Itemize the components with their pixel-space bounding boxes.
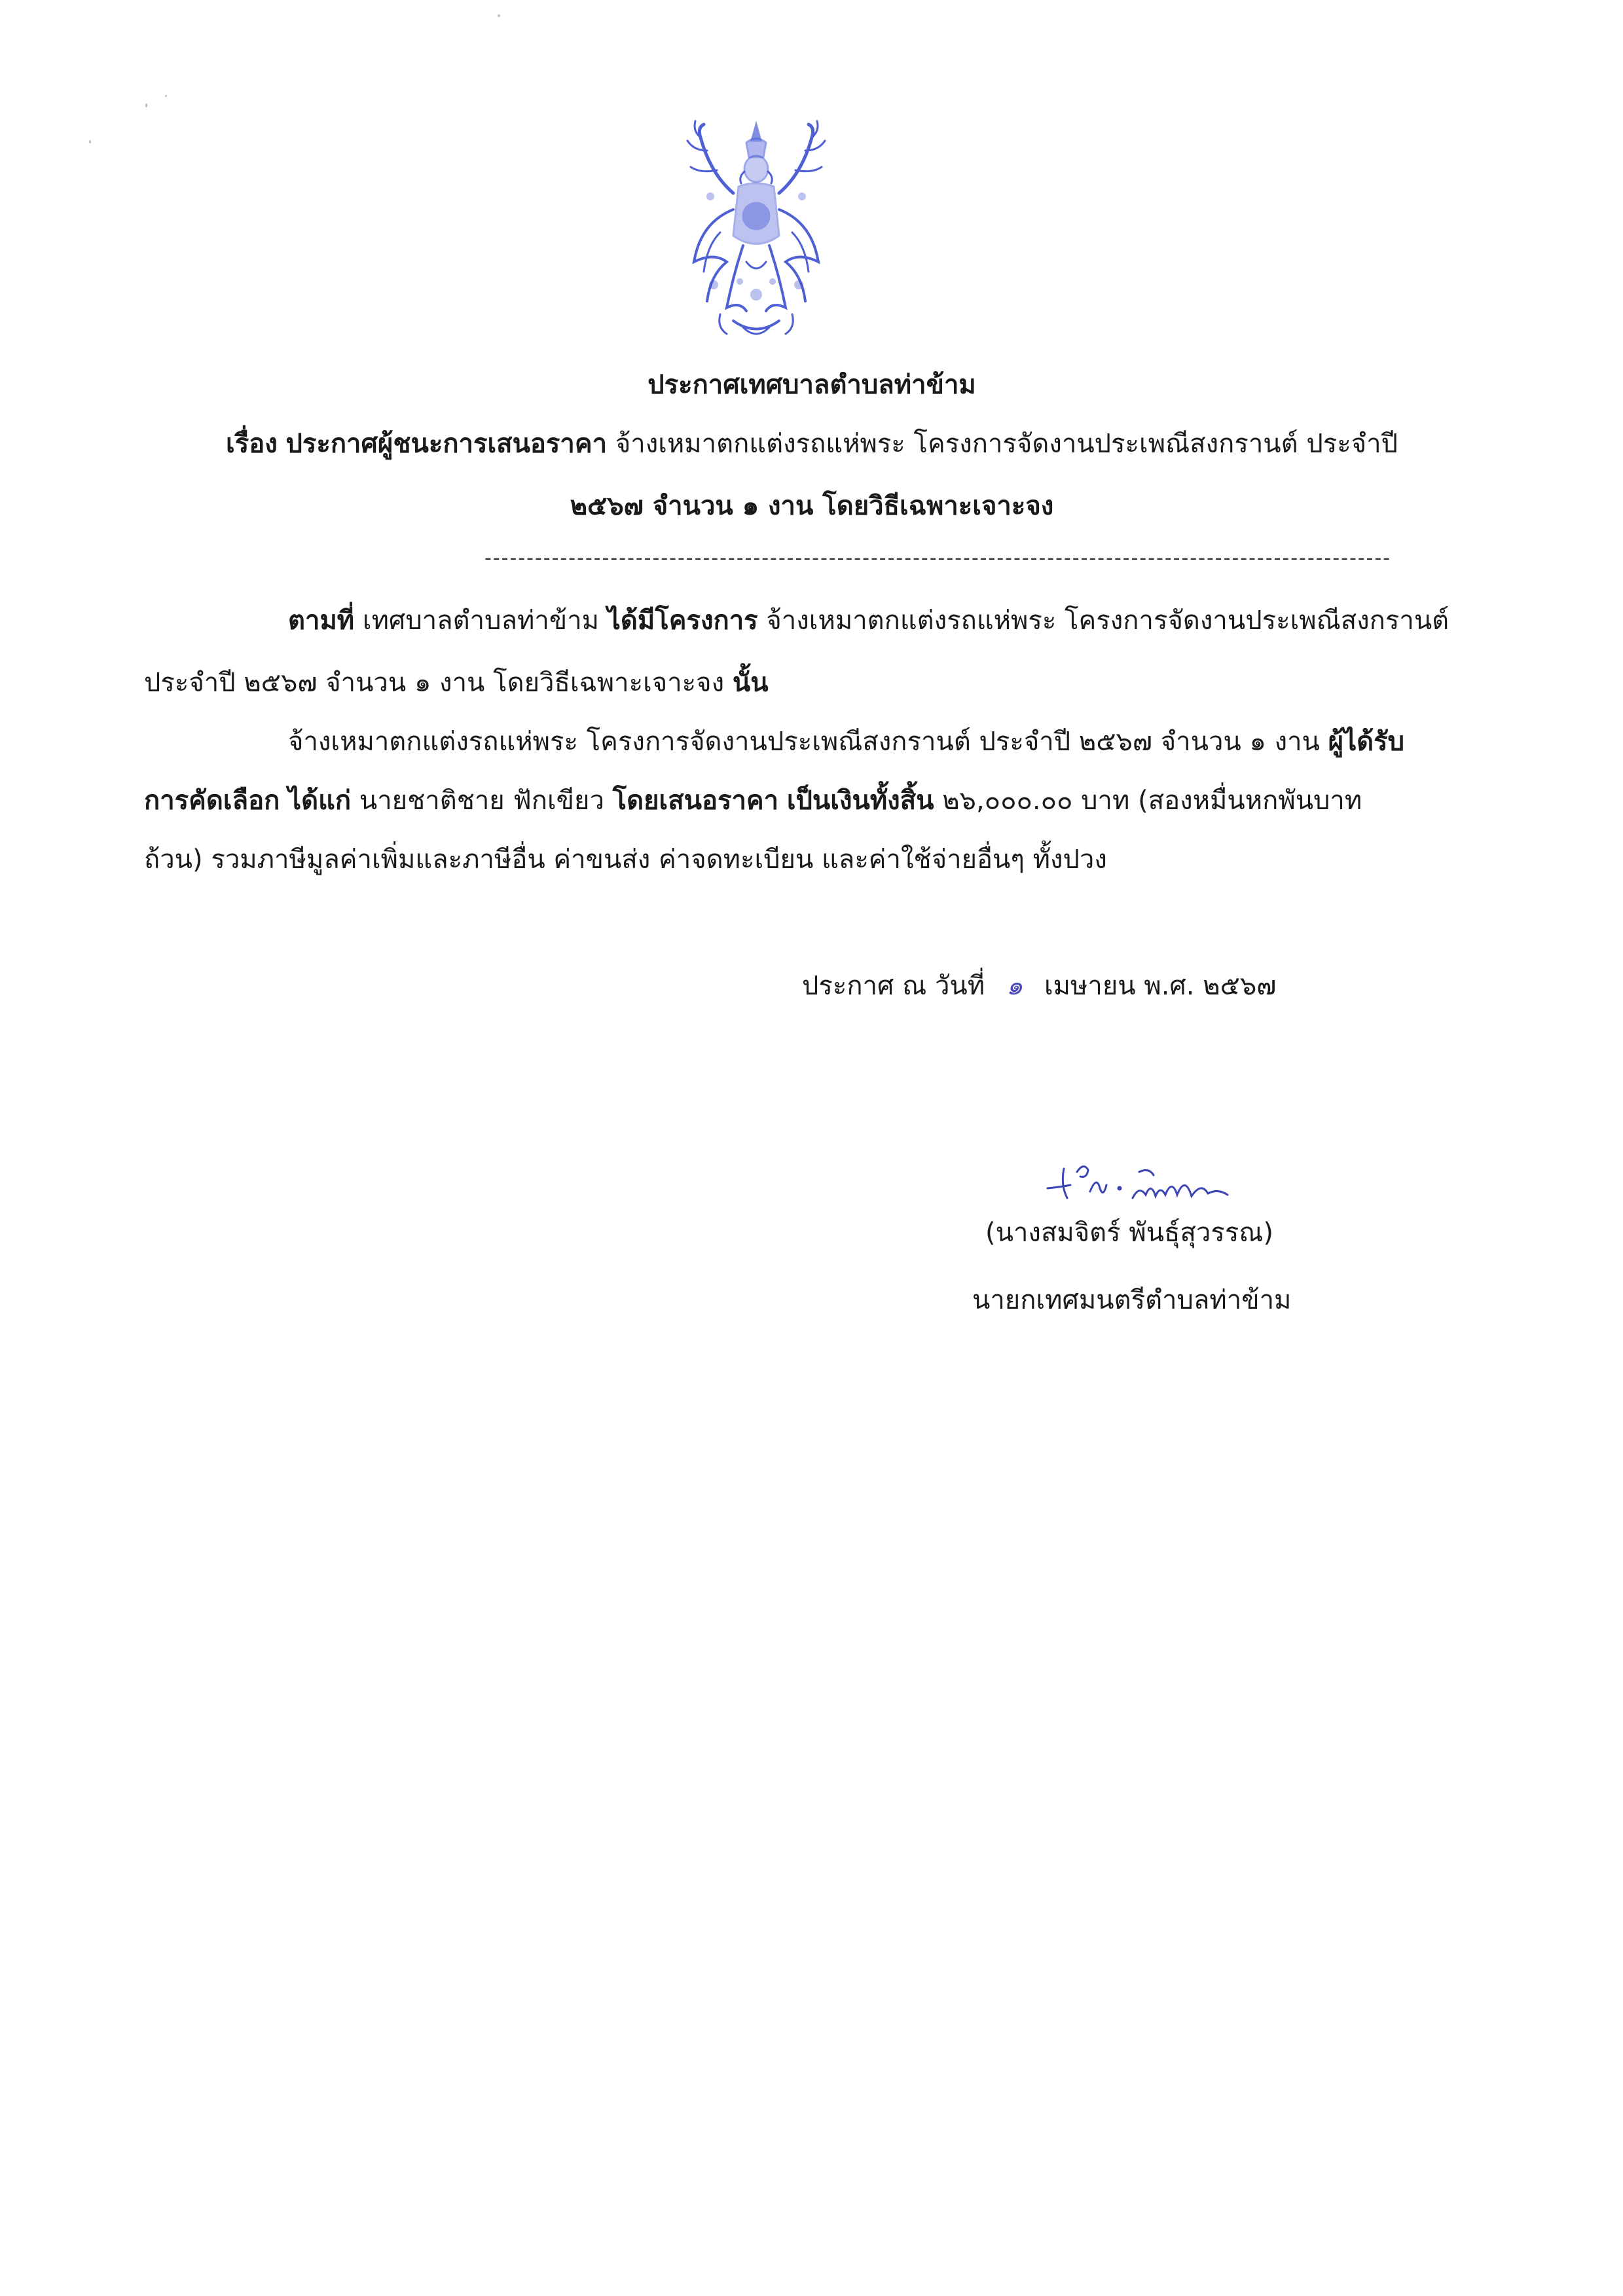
p1-lead: ตามที่ [288, 606, 355, 636]
signatory-name: (นางสมจิตร์ พันธุ์สุวรรณ) [985, 1218, 1274, 1248]
announcement-title: ประกาศเทศบาลตำบลท่าข้าม [647, 370, 976, 400]
handwritten-signature-icon [1041, 1149, 1257, 1214]
separator-line: ------------------------------------------------------------------------------------------------------------ [484, 547, 1392, 570]
p2-winner: นายชาติชาย ฟักเขียว [359, 786, 604, 816]
p2-line-1: จ้างเหมาตกแต่งรถแห่พระ โครงการจัดงานประเพณีสงกรานต์ ประจำปี ๒๕๖๗ จำนวน ๑ งาน [288, 727, 1320, 757]
signatory-position: นายกเทศมนตรีตำบลท่าข้าม [972, 1285, 1292, 1315]
p1-org: เทศบาลตำบลท่าข้าม [362, 606, 600, 636]
paragraph-2-line-3: ถ้วน) รวมภาษีมูลค่าเพิ่มและภาษีอื่น ค่าขนส่ง ค่าจดทะเบียน และค่าใช้จ่ายอื่นๆ ทั้งปวง [144, 845, 1107, 875]
p2-total-label: เป็นเงินทั้งสิ้น [786, 786, 934, 816]
p2-selected-label-2: การคัดเลือก [144, 786, 280, 816]
p2-selected-label: ผู้ได้รับ [1328, 727, 1405, 757]
paragraph-2-line-2 [144, 782, 1362, 819]
subject-label: เรื่อง [226, 429, 278, 459]
p1-end: นั้น [732, 668, 769, 698]
p2-amount: ๒๖,๐๐๐.๐๐ บาท (สองหมื่นหกพันบาท [942, 786, 1362, 816]
paragraph-1-line-2 [144, 665, 769, 701]
p1-project: จ้างเหมาตกแต่งรถแห่พระ โครงการจัดงานประเพณีสงกรานต์ [766, 606, 1450, 636]
date-month-year: เมษายน พ.ศ. ๒๕๖๗ [1044, 971, 1277, 1001]
subject-line-2: ๒๕๖๗ จำนวน ๑ งาน โดยวิธีเฉพาะเจาะจง [570, 491, 1054, 521]
paragraph-2-line-1 [288, 723, 1404, 760]
scan-speck [165, 95, 167, 97]
subject-heading: ประกาศผู้ชนะการเสนอราคา [285, 429, 608, 459]
date-day: ๑ [1006, 971, 1023, 1001]
garuda-seal-icon [681, 111, 831, 344]
paragraph-1-line-1 [288, 602, 1449, 639]
subject-line-1 [131, 426, 1493, 462]
subject-text-1: จ้างเหมาตกแต่งรถแห่พระ โครงการจัดงานประเพณีสงกรานต์ ประจำปี [615, 429, 1398, 459]
p2-by-bid: โดยเสนอราคา [612, 786, 779, 816]
scan-speck [89, 140, 91, 143]
date-label: ประกาศ ณ วันที่ [802, 971, 985, 1001]
p1-has-project: ได้มีโครงการ [607, 606, 758, 636]
scan-speck [145, 103, 147, 107]
scan-speck [498, 14, 500, 17]
announcement-date [802, 968, 1276, 1004]
p2-awarded: ได้แก่ [288, 786, 352, 816]
p1-line-2: ประจำปี ๒๕๖๗ จำนวน ๑ งาน โดยวิธีเฉพาะเจาะจง [144, 668, 725, 698]
